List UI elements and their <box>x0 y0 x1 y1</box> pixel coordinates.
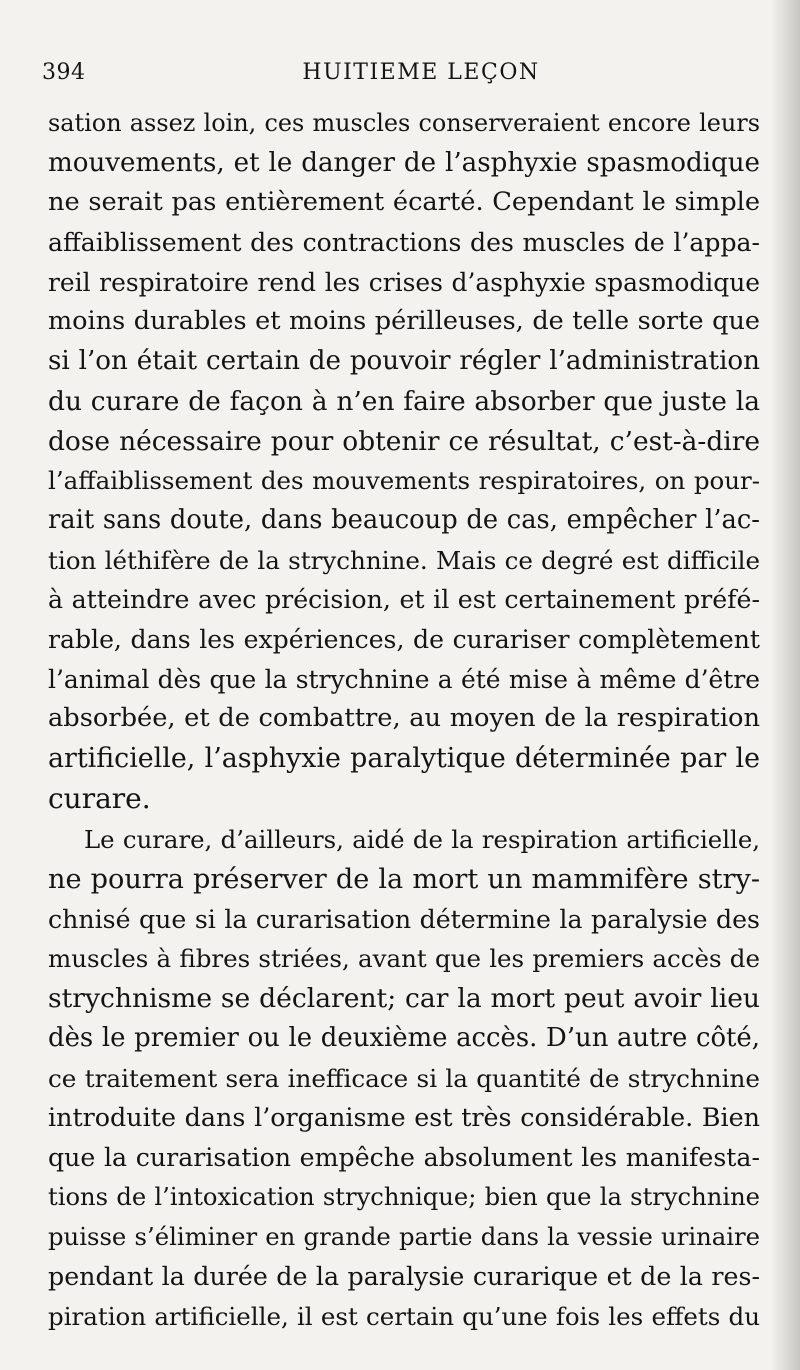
text-line: mouvements, et le danger de l’asphyxie spasmodique <box>48 147 760 178</box>
text-line: strychnisme se déclarent; car la mort peut avoir lieu <box>48 983 760 1015</box>
text-line: curare. <box>48 781 151 815</box>
text-line: l’animal dès que la strychnine a été mise à même d’être <box>48 664 760 694</box>
text-line: dose nécessaire pour obtenir ce résultat, c’est-à-dire <box>48 425 760 457</box>
text-line: puisse s’éliminer en grande partie dans la vessie urinaire <box>48 1222 760 1252</box>
text-line: que la curarisation empêche absolument les manifesta- <box>48 1142 760 1172</box>
text-line: du curare de façon à n’en faire absorber que juste la <box>48 385 760 417</box>
text-line: l’affaiblissement des mouvements respiratoires, on pour- <box>48 466 760 496</box>
text-line: absorbée, et de combattre, au moyen de la respiration <box>48 703 760 734</box>
text-line: dès le premier ou le deuxième accès. D’un autre côté, <box>48 1022 760 1053</box>
text-line: à atteindre avec précision, et il est certainement préfé- <box>48 585 760 615</box>
text-line: sation assez loin, ces muscles conserveraient encore leurs <box>48 109 760 137</box>
text-line: ce traitement sera inefficace si la quantité de strychnine <box>48 1063 760 1093</box>
text-line: reil respiratoire rend les crises d’asphyxie spasmodique <box>48 267 760 297</box>
text-line: rait sans doute, dans beaucoup de cas, empêcher l’ac- <box>48 504 760 535</box>
paragraph-1 <box>48 104 760 818</box>
text-line: si l’on était certain de pouvoir régler l’administration <box>48 346 760 377</box>
text-line: tions de l’intoxication strychnique; bien que la strychnine <box>48 1182 760 1211</box>
text-line: piration artificielle, il est certain qu’une fois les effets du <box>48 1301 760 1331</box>
body-text <box>48 104 760 1336</box>
text-line: tion léthifère de la strychnine. Mais ce degré est difficile <box>48 545 760 575</box>
text-line: chnisé que si la curarisation détermine la paralysie des <box>48 904 760 934</box>
gutter-shadow <box>770 0 800 1370</box>
text-line: ne pourra préserver de la mort un mammifère stry- <box>48 864 760 896</box>
text-line: artificielle, l’asphyxie paralytique déterminée par le <box>48 743 760 774</box>
text-line: muscles à fibres striées, avant que les premiers accès de <box>48 944 760 974</box>
text-line: pendant la durée de la paralysie curarique et de la res- <box>48 1261 760 1291</box>
text-line: Le curare, d’ailleurs, aidé de la respiration artificielle, <box>84 825 760 855</box>
paragraph-2 <box>48 820 760 1336</box>
text-line: rable, dans les expériences, de curariser complètement <box>48 624 760 654</box>
text-line: introduite dans l’organisme est très considérable. Bien <box>48 1102 760 1133</box>
running-head: HUITIEME LEÇON <box>302 60 540 85</box>
text-line: affaiblissement des contractions des muscles de l’appa- <box>48 228 760 258</box>
text-line: moins durables et moins périlleuses, de telle sorte que <box>48 306 760 337</box>
page-number: 394 <box>42 60 86 85</box>
text-line: ne serait pas entièrement écarté. Cependant le simple <box>48 187 760 218</box>
page-header <box>42 60 760 100</box>
